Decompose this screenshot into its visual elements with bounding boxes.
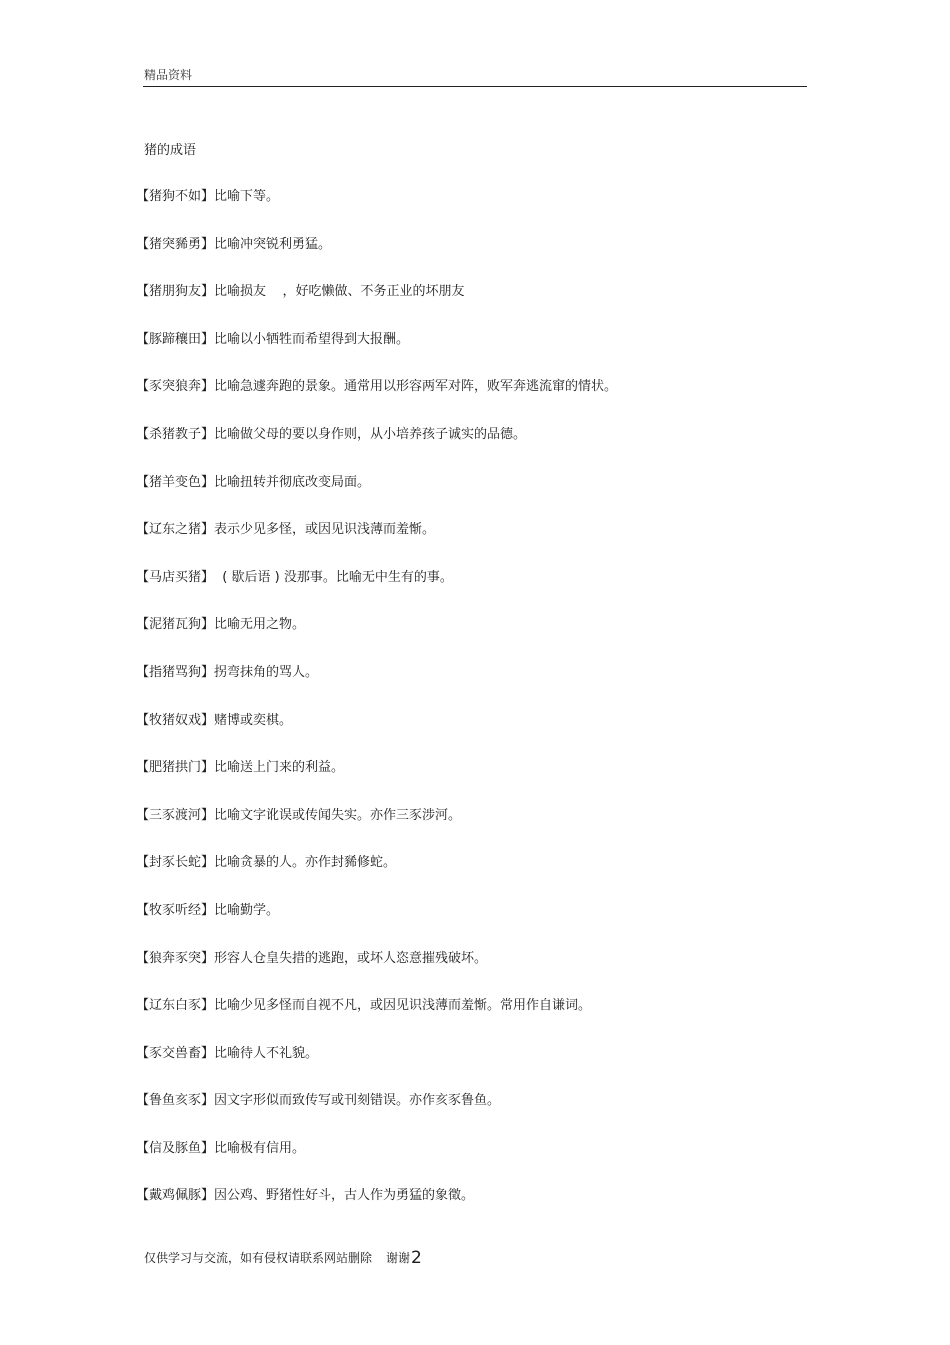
idiom-term: 【肥猪拱门】 — [136, 760, 215, 776]
idiom-entry — [136, 473, 816, 521]
header-label: 精品资料 — [144, 68, 193, 82]
idiom-meaning: 比喻急遽奔跑的景象。通常用以形容两军对阵，败军奔逃流窜的情状。 — [214, 379, 618, 395]
footer-note: 仅供学习与交流，如有侵权请联系网站删除 — [144, 1251, 373, 1265]
idiom-entry — [136, 901, 816, 949]
idiom-term: 【指猪骂狗】 — [136, 664, 215, 680]
page-number: 2 — [411, 1248, 422, 1268]
idiom-term: 【猪羊变色】 — [136, 474, 215, 490]
document-title: 猪的成语 — [144, 143, 197, 158]
idiom-entry — [136, 806, 816, 854]
idiom-meaning: ( 歇后语 ) 没那事。比喻无中生有的事。 — [214, 569, 453, 585]
idiom-term: 【猪朋狗友】 — [136, 284, 215, 300]
idiom-term: 【豚蹄穰田】 — [136, 331, 215, 347]
idiom-meaning: 比喻极有信用。 — [214, 1140, 306, 1156]
idiom-meaning: 比喻少见多怪而自视不凡，或因见识浅薄而羞惭。常用作自谦词。 — [214, 998, 592, 1014]
idiom-entry — [136, 568, 816, 616]
idiom-term: 【猪狗不如】 — [136, 189, 215, 204]
idiom-term: 【牧豕听经】 — [136, 902, 215, 918]
footer — [144, 1248, 422, 1268]
idiom-meaning: 比喻无用之物。 — [214, 617, 306, 633]
idiom-entry — [136, 1091, 816, 1139]
idiom-meaning: 比喻下等。 — [214, 189, 280, 204]
idiom-term: 【鲁鱼亥豕】 — [136, 1093, 215, 1109]
idiom-term: 【三豕渡河】 — [136, 807, 215, 823]
idiom-list — [136, 187, 816, 1234]
idiom-term: 【猪突豨勇】 — [136, 236, 215, 252]
idiom-entry — [136, 282, 816, 330]
footer-thanks: 谢谢 — [386, 1251, 411, 1265]
idiom-meaning: 比喻待人不礼貌。 — [214, 1045, 319, 1061]
idiom-meaning: 比喻文字讹误或传闻失实。亦作三豕涉河。 — [214, 807, 462, 823]
idiom-meaning: 比喻送上门来的利益。 — [214, 760, 345, 776]
idiom-meaning: 拐弯抹角的骂人。 — [214, 664, 319, 680]
idiom-entry — [136, 187, 816, 235]
idiom-entry — [136, 520, 816, 568]
idiom-entry — [136, 758, 816, 806]
idiom-entry — [136, 425, 816, 473]
idiom-meaning: 比喻损友 ，好吃懒做、不务正业的坏朋友 — [214, 284, 465, 300]
idiom-meaning: 表示少见多怪，或因见识浅薄而羞惭。 — [214, 522, 436, 538]
idiom-meaning: 赌博或奕棋。 — [214, 712, 293, 728]
idiom-entry — [136, 711, 816, 759]
idiom-term: 【辽东白豕】 — [136, 998, 215, 1014]
idiom-term: 【泥猪瓦狗】 — [136, 617, 215, 633]
idiom-term: 【豕交兽畜】 — [136, 1045, 215, 1061]
idiom-meaning: 比喻冲突锐利勇猛。 — [214, 236, 332, 252]
idiom-meaning: 形容人仓皇失措的逃跑，或坏人恣意摧残破坏。 — [214, 950, 488, 966]
idiom-meaning: 比喻以小牺牲而希望得到大报酬。 — [214, 331, 410, 347]
idiom-term: 【豕突狼奔】 — [136, 379, 215, 395]
idiom-meaning: 比喻勤学。 — [214, 902, 280, 918]
idiom-term: 【封豕长蛇】 — [136, 855, 215, 871]
idiom-term: 【杀猪教子】 — [136, 426, 215, 442]
idiom-entry — [136, 949, 816, 997]
idiom-term: 【信及豚鱼】 — [136, 1140, 215, 1156]
idiom-meaning: 因文字形似而致传写或刊刻错误。亦作亥豕鲁鱼。 — [214, 1093, 501, 1109]
idiom-term: 【狼奔豕突】 — [136, 950, 215, 966]
idiom-term: 【戴鸡佩豚】 — [136, 1188, 215, 1204]
idiom-meaning: 比喻贪暴的人。亦作封豨修蛇。 — [214, 855, 397, 871]
idiom-entry — [136, 663, 816, 711]
idiom-meaning: 比喻做父母的要以身作则，从小培养孩子诚实的品德。 — [214, 426, 527, 442]
idiom-term: 【牧猪奴戏】 — [136, 712, 215, 728]
header-divider — [143, 86, 807, 87]
idiom-entry — [136, 235, 816, 283]
idiom-entry — [136, 996, 816, 1044]
idiom-entry — [136, 1186, 816, 1234]
idiom-entry — [136, 330, 816, 378]
idiom-entry — [136, 853, 816, 901]
idiom-meaning: 比喻扭转并彻底改变局面。 — [214, 474, 371, 490]
idiom-entry — [136, 1139, 816, 1187]
idiom-entry — [136, 377, 816, 425]
idiom-meaning: 因公鸡、野猪性好斗，古人作为勇猛的象徵。 — [214, 1188, 475, 1204]
idiom-term: 【马店买猪】 — [136, 569, 215, 585]
idiom-entry — [136, 1044, 816, 1092]
idiom-term: 【辽东之猪】 — [136, 522, 215, 538]
idiom-entry — [136, 615, 816, 663]
